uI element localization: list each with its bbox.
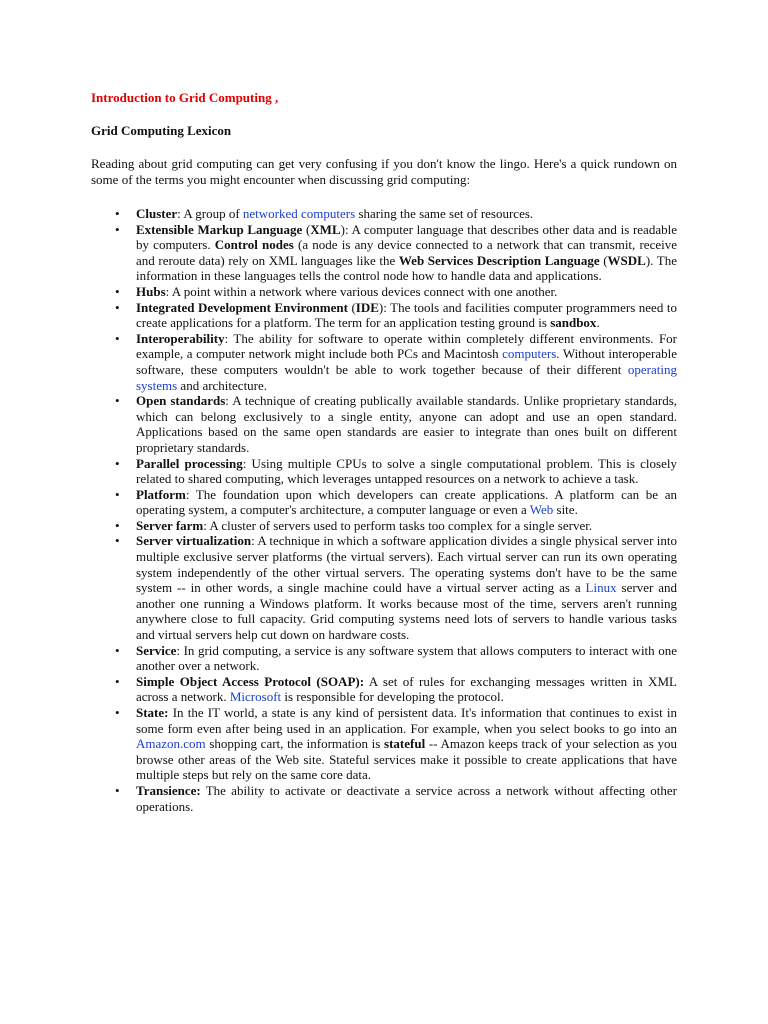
- definition-text: In the IT world, a state is any kind of persistent data. It's information that continues to exist in some form even after being used in an application. For example, when you select books to go into an: [136, 705, 677, 736]
- definition-text: ). The information in these languages tells the control node how to handle data and applications.: [136, 252, 677, 284]
- glossary-item-open-standards: [91, 393, 677, 455]
- microsoft-link[interactable]: Microsoft: [229, 689, 282, 705]
- definition-text: -- Amazon keeps track of your selection as you browse other areas of the Web site. Stateful services make it possible to create applications that have multiple steps but rely on the same core data.: [136, 736, 677, 783]
- term-name: Open standards: [136, 393, 226, 409]
- networked-computers-link[interactable]: networked computers: [242, 206, 356, 221]
- web-link[interactable]: Web: [529, 502, 554, 518]
- term-name: Transience:: [136, 782, 201, 798]
- term-name: Parallel processing: [136, 455, 243, 471]
- term-name: Platform: [136, 486, 186, 502]
- definition-text: ): A computer language that describes other data and is readable by computers.: [136, 221, 677, 253]
- term-emphasis: sandbox: [550, 315, 597, 331]
- glossary-item-soap: [91, 674, 677, 705]
- glossary-list: [91, 206, 677, 814]
- definition-text: The ability to activate or deactivate a service across a network without affecting other operations.: [136, 782, 677, 814]
- glossary-item-platform: [91, 487, 677, 518]
- definition-text: : A group of: [177, 206, 243, 221]
- definition-text: A set of rules for exchanging messages written in XML across a network.: [136, 673, 677, 705]
- definition-text: . Without interoperable software, these computers wouldn't be able to work together because of their different: [136, 346, 677, 377]
- definition-text: sharing the same set of resources.: [355, 206, 534, 221]
- term-emphasis: WSDL: [607, 252, 646, 268]
- definition-text: : A point within a network where various devices connect with one another.: [165, 283, 558, 299]
- term-abbreviation: XML: [310, 221, 341, 237]
- glossary-item-hubs: [91, 284, 677, 300]
- operating-systems-link[interactable]: operating systems: [136, 361, 677, 393]
- glossary-item-interoperability: [91, 331, 677, 393]
- definition-text: (: [599, 252, 608, 268]
- definition-text: ): The tools and facilities computer programmers need to create applications for a platform. The term for an application testing ground is: [136, 299, 677, 331]
- glossary-item-state: [91, 705, 677, 783]
- glossary-item-ide: [91, 300, 677, 331]
- definition-text: .: [596, 315, 600, 331]
- definition-text: (a node is any device connected to a network that can transmit, receive and reroute data) rely on XML languages like the: [136, 237, 677, 268]
- computers-link[interactable]: computers: [502, 346, 557, 362]
- amazon-link[interactable]: Amazon.com: [136, 736, 206, 752]
- glossary-item-server-farm: [91, 518, 677, 534]
- definition-text: : A technique of creating publically available standards. Unlike proprietary standards, which can belong exclusively to a single entity, anyone can adopt and use an open standard. Applications based on the same open standards are easier to integrate than ones built on different proprietary standards.: [136, 393, 678, 455]
- term-name: Server virtualization: [136, 533, 252, 549]
- definition-text: : In grid computing, a service is any software system that allows computers to interact with one another over a network.: [136, 642, 677, 674]
- linux-link[interactable]: Linux: [585, 580, 617, 596]
- definition-text: : The foundation upon which developers can create applications. A platform can be an operating system, a computer's architecture, a computer language or even a: [136, 486, 677, 518]
- term-name: Simple Object Access Protocol (SOAP):: [136, 673, 365, 689]
- term-emphasis: stateful: [384, 736, 426, 752]
- glossary-item-service: [91, 643, 677, 674]
- definition-text: (: [347, 299, 356, 315]
- glossary-item-server-virtualization: [91, 533, 677, 642]
- term-name: Integrated Development Environment: [136, 299, 348, 315]
- term-name: Service: [136, 642, 177, 658]
- section-heading: Grid Computing Lexicon: [91, 123, 232, 138]
- term-emphasis: Control nodes: [214, 237, 294, 253]
- term-name: Interoperability: [136, 330, 225, 346]
- glossary-item-parallel-processing: [91, 456, 677, 487]
- term-emphasis: Web Services Description Language: [398, 252, 600, 268]
- glossary-item-transience: [91, 783, 677, 814]
- document-title: Introduction to Grid Computing ,: [91, 90, 279, 105]
- intro-paragraph: Reading about grid computing can get very confusing if you don't know the lingo. Here's a quick rundown on some of the terms you might encounter when discussing grid computing:: [91, 156, 677, 187]
- term-name: Server farm: [136, 517, 204, 533]
- term-abbreviation: IDE: [355, 299, 379, 315]
- glossary-item-cluster: [91, 206, 677, 222]
- definition-text: is responsible for developing the protocol.: [281, 689, 504, 705]
- definition-text: : Using multiple CPUs to solve a single computational problem. This is closely related to shared computing, which leverages untapped resources on a network to achieve a task.: [136, 455, 677, 487]
- definition-text: : The ability for software to operate within completely different environments. For example, a computer network might include both PCs and Macintosh: [136, 330, 677, 362]
- definition-text: (: [302, 221, 311, 237]
- definition-text: server and another one running a Windows platform. It works because most of the time, servers aren't running anywhere close to full capacity. Grid computing systems need lots of servers to handle various tasks and virtual servers help cut down on hardware costs.: [136, 580, 677, 643]
- term-name: State:: [136, 705, 169, 720]
- definition-text: shopping cart, the information is: [205, 736, 385, 752]
- term-name: Hubs: [136, 283, 166, 299]
- definition-text: : A cluster of servers used to perform tasks too complex for a single server.: [203, 517, 593, 533]
- definition-text: site.: [553, 502, 578, 518]
- term-name: Cluster: [136, 206, 178, 221]
- glossary-item-xml: [91, 222, 677, 284]
- term-name: Extensible Markup Language: [136, 221, 303, 237]
- definition-text: and architecture.: [177, 377, 268, 393]
- definition-text: : A technique in which a software application divides a single physical server into multiple exclusive server platforms (the virtual servers). Each virtual server can run its own operating system independently of the other virtual servers. The operating systems don't have to be the same system -- in other words, a single machine could have a virtual server acting as a: [136, 533, 677, 596]
